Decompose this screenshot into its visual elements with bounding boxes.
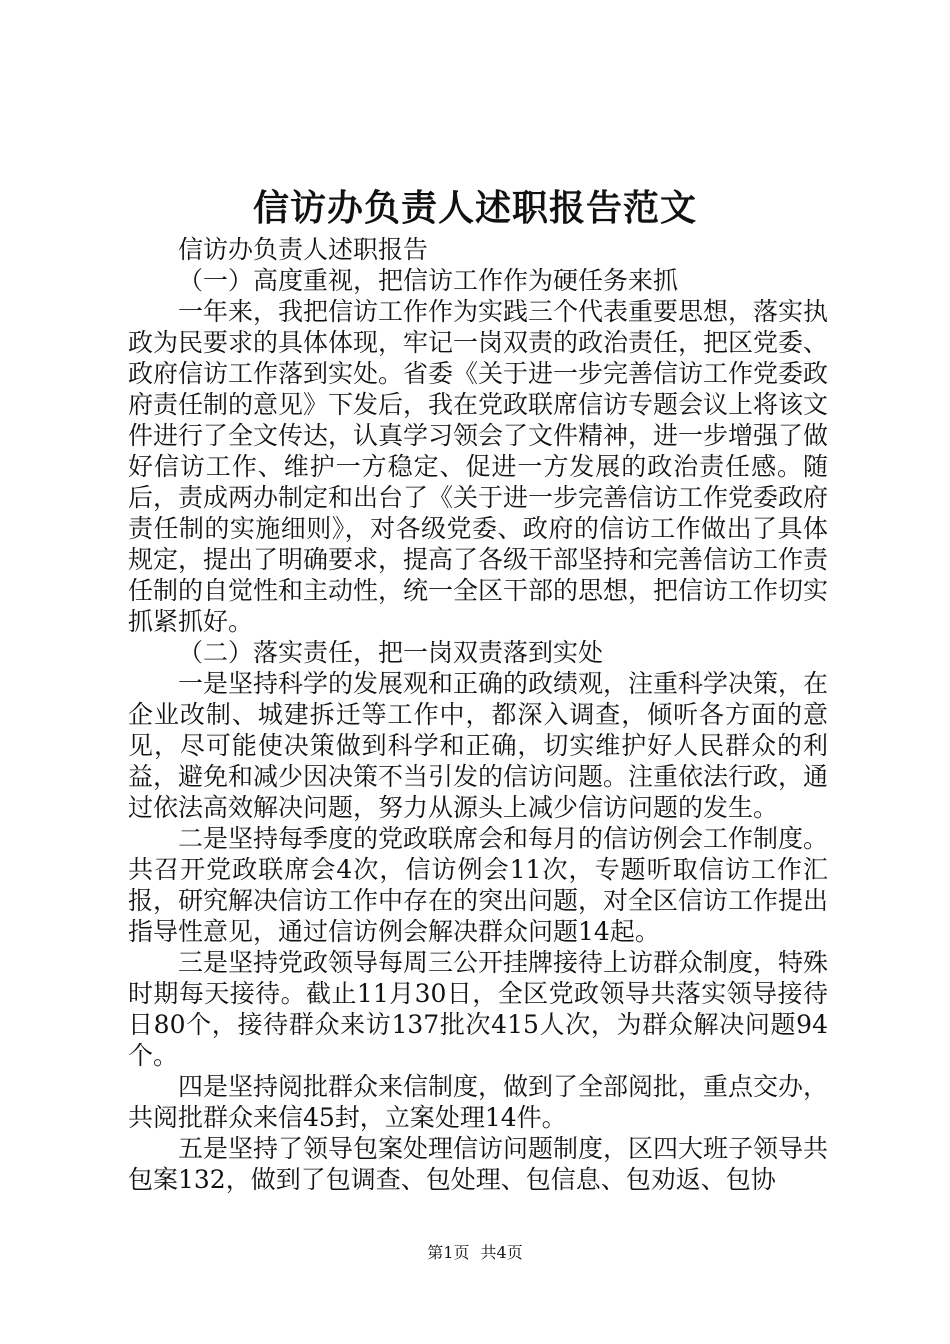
document-title: 信访办负责人述职报告范文 (252, 187, 697, 229)
paragraph: 五是坚持了领导包案处理信访问题制度，区四大班子领导共包案132，做到了包调查、包处理、包信息、包劝返、包协 (128, 1134, 829, 1194)
paragraph: 一年来，我把信访工作作为实践三个代表重要思想，落实执政为民要求的具体体现，牢记一岗双责的政治责任，把区党委、政府信访工作落到实处。省委《关于进一步完善信访工作党委政府责任制的意见》下发后，我在党政联席信访专题会议上将该文件进行了全文传达，认真学习领会了文件精神，进一步增强了做好信访工作、维护一方稳定、促进一方发展的政治责任感。随后，责成两办制定和出台了《关于进一步完善信访工作党委政府责任制的实施细则》，对各级党委、政府的信访工作做出了具体规定，提出了明确要求，提高了各级干部坚持和完善信访工作责任制的自觉性和主动性，统一全区干部的思想，把信访工作切实抓紧抓好。 (128, 297, 829, 636)
page-footer (0, 1242, 950, 1264)
paragraph: 二是坚持每季度的党政联席会和每月的信访例会工作制度。共召开党政联席会4次，信访例会11次，专题听取信访工作汇报，研究解决信访工作中存在的突出问题，对全区信访工作提出指导性意见，通过信访例会解决群众问题14起。 (128, 824, 829, 946)
page-number: 第1页 (427, 1243, 470, 1262)
page-total: 共4页 (480, 1243, 523, 1262)
document-body (128, 234, 828, 1195)
section-heading-1: （一）高度重视，把信访工作作为硬任务来抓 (178, 266, 679, 295)
paragraph: 三是坚持党政领导每周三公开挂牌接待上访群众制度，特殊时期每天接待。截止11月30日，全区党政领导共落实领导接待日80个，接待群众来访137批次415人次，为群众解决问题94个。 (128, 948, 829, 1070)
paragraph-subtitle: 信访办负责人述职报告 (178, 235, 429, 264)
section-heading-2: （二）落实责任，把一岗双责落到实处 (178, 638, 604, 667)
paragraph: 四是坚持阅批群众来信制度，做到了全部阅批，重点交办，共阅批群众来信45封，立案处理14件。 (128, 1072, 829, 1132)
paragraph: 一是坚持科学的发展观和正确的政绩观，注重科学决策，在企业改制、城建拆迁等工作中，都深入调查，倾听各方面的意见，尽可能使决策做到科学和正确，切实维护好人民群众的利益，避免和减少因决策不当引发的信访问题。注重依法行政，通过依法高效解决问题，努力从源头上减少信访问题的发生。 (128, 669, 829, 822)
